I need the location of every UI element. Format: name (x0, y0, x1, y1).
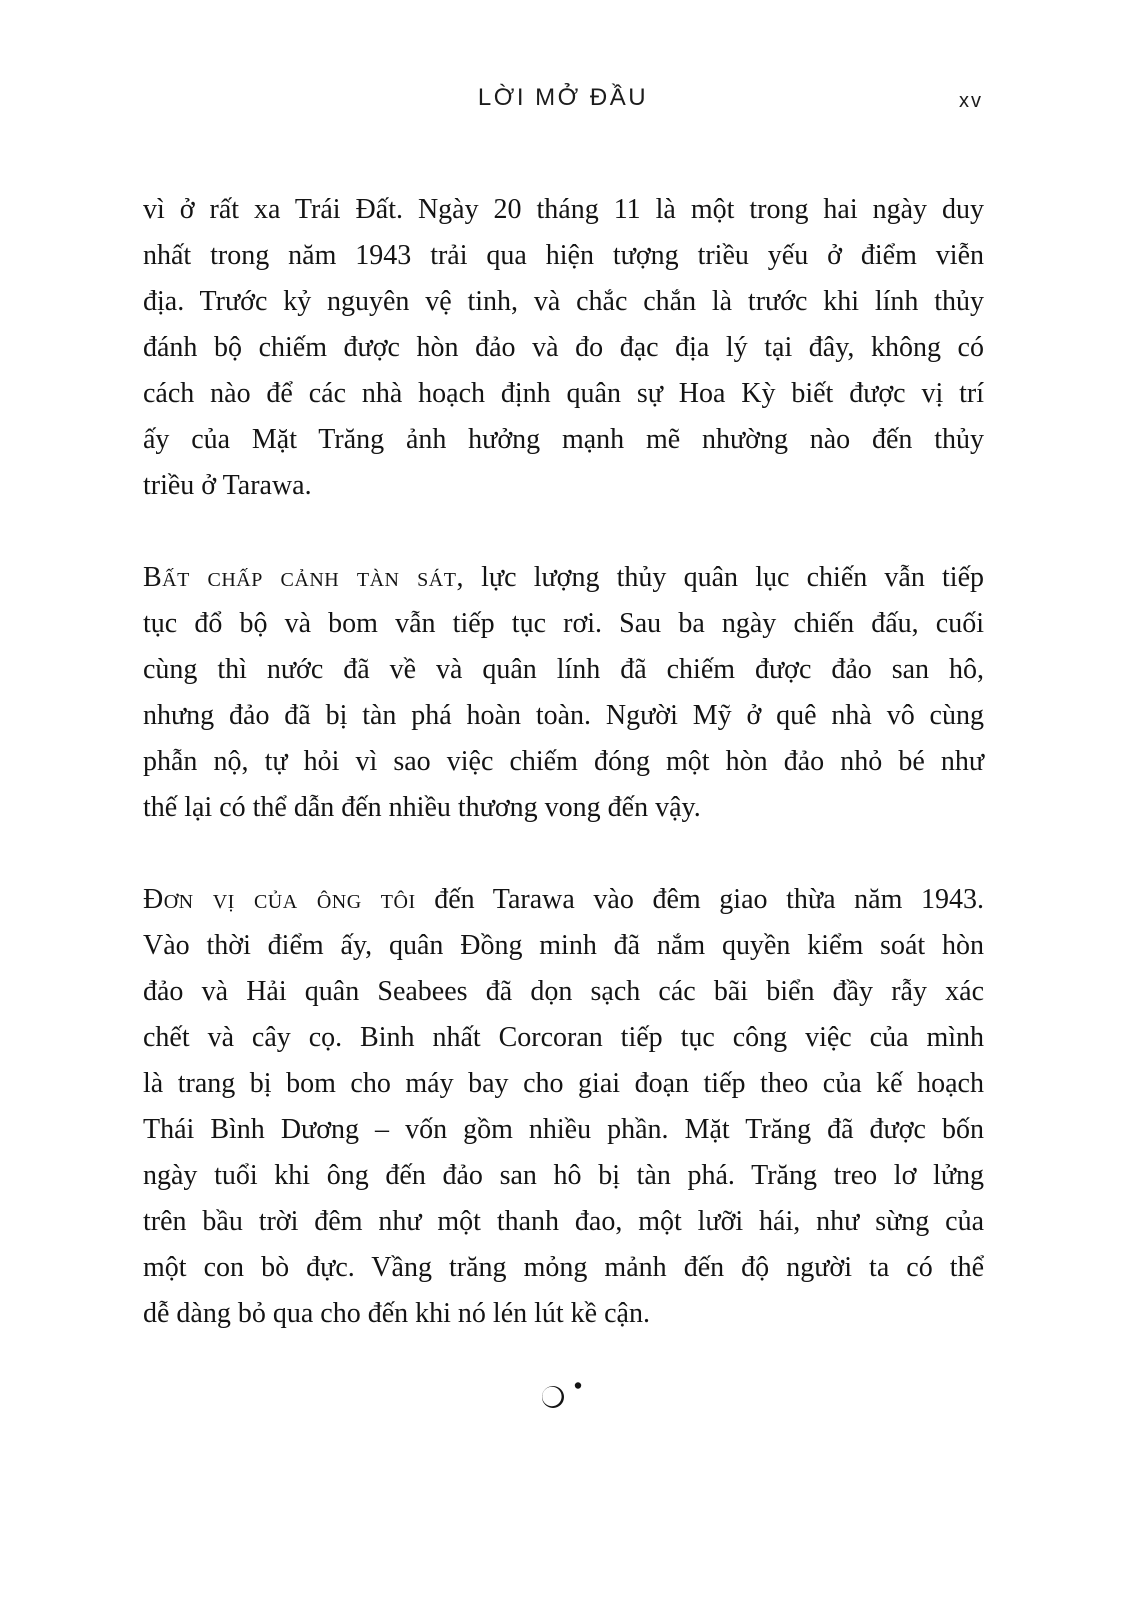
text-line: dễ dàng bỏ qua cho đến khi nó lén lút kề cận. (143, 1298, 650, 1329)
text-line-rest: đến Tarawa vào đêm giao thừa năm 1943. (434, 884, 984, 915)
paragraph-1 (143, 187, 984, 509)
text-line: Thái Bình Dương – vốn gồm nhiều phần. Mặt Trăng đã được bốn (143, 1114, 984, 1145)
text-line: đánh bộ chiếm được hòn đảo và đo đạc địa lý tại đây, không có (143, 332, 984, 363)
dot-icon (575, 1382, 581, 1388)
text-line: tục đổ bộ và bom vẫn tiếp tục rơi. Sau ba ngày chiến đấu, cuối (143, 608, 984, 639)
text-line-rest: lực lượng thủy quân lục chiến vẫn tiếp (481, 562, 985, 593)
running-head-title: LỜI MỞ ĐẦU (477, 84, 649, 111)
text-line (143, 555, 984, 601)
text-line: đảo và Hải quân Seabees đã dọn sạch các bãi biển đầy rẫy xác (143, 976, 984, 1007)
text-line: trên bầu trời đêm như một thanh đao, một lưỡi hái, như sừng của (143, 1206, 984, 1237)
paragraph-2 (143, 555, 984, 831)
text-line: Vào thời điểm ấy, quân Đồng minh đã nắm quyền kiểm soát hòn (143, 930, 984, 961)
text-line: ấy của Mặt Trăng ảnh hưởng mạnh mẽ nhường nào đến thủy (143, 424, 984, 455)
text-line (143, 877, 984, 923)
text-line: một con bò đực. Vầng trăng mỏng mảnh đến độ người ta có thể (143, 1252, 984, 1283)
text-line: cùng thì nước đã về và quân lính đã chiếm được đảo san hô, (143, 654, 984, 685)
text-line: nhưng đảo đã bị tàn phá hoàn toàn. Người Mỹ ở quê nhà vô cùng (143, 700, 984, 731)
text-line: địa. Trước kỷ nguyên vệ tinh, và chắc chắn là trước khi lính thủy (143, 286, 984, 317)
text-line: cách nào để các nhà hoạch định quân sự Hoa Kỳ biết được vị trí (143, 378, 984, 409)
text-line: vì ở rất xa Trái Đất. Ngày 20 tháng 11 là một trong hai ngày duy (143, 194, 984, 225)
paragraph-3 (143, 877, 984, 1337)
small-caps-lead: Đơn vị của ông tôi (143, 884, 416, 915)
small-caps-lead: Bất chấp cảnh tàn sát, (143, 562, 464, 593)
text-line: ngày tuổi khi ông đến đảo san hô bị tàn phá. Trăng treo lơ lửng (143, 1160, 984, 1191)
page-number: xv (959, 90, 983, 112)
text-line: triều ở Tarawa. (143, 470, 312, 501)
crescent-moon-icon (541, 1381, 585, 1409)
section-break-ornament (0, 1381, 1126, 1409)
text-line: phẫn nộ, tự hỏi vì sao việc chiếm đóng một hòn đảo nhỏ bé như (143, 746, 984, 777)
text-line: nhất trong năm 1943 trải qua hiện tượng triều yếu ở điểm viễn (143, 240, 984, 271)
text-line: thế lại có thể dẫn đến nhiều thương vong đến vậy. (143, 792, 701, 823)
text-line: chết và cây cọ. Binh nhất Corcoran tiếp tục công việc của mình (143, 1022, 984, 1053)
body-text (143, 187, 984, 1337)
text-line: là trang bị bom cho máy bay cho giai đoạn tiếp theo của kế hoạch (143, 1068, 984, 1099)
